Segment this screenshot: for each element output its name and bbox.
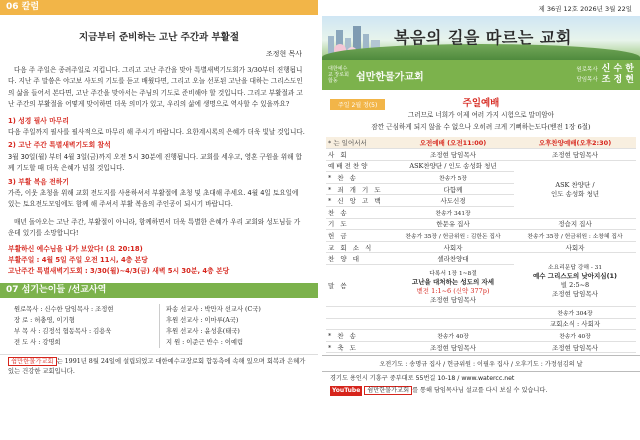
worship-order-table: [326, 137, 636, 353]
youtube-note: [322, 384, 640, 396]
role-label: 원로목사: [576, 67, 598, 73]
pm-sermon-cell: [514, 253, 636, 307]
youtube-church-name: 쉼만한물가교회: [364, 386, 412, 395]
row-label: * 찬 송: [326, 330, 392, 342]
am-cell: [392, 307, 514, 319]
pm-sermon-reference: 빌 2:5~8: [560, 280, 590, 289]
pastor-name: 조 정 현: [601, 75, 634, 85]
am-cell: 한문유 집사: [392, 218, 514, 230]
column-section-label: 06 칼럼: [0, 0, 318, 15]
am-cell: 조정현 담임목사: [392, 341, 514, 353]
am-cell: 사도신경: [392, 195, 514, 207]
row-label: 말 씀: [326, 265, 392, 307]
am-cell: 다함께: [392, 183, 514, 195]
week-chip: 주일 2월 정(5): [330, 99, 385, 110]
role-label: 담임목사: [576, 77, 598, 83]
am-cell: 사회자: [392, 241, 514, 253]
church-bar: [322, 60, 640, 90]
row-label: [326, 318, 392, 330]
church-name-badge: 쉼만한물가교회: [8, 357, 57, 366]
am-sermon-reference: 벧전 1:1~6 (신약 377p): [416, 286, 490, 295]
verse-line-1: 그러므로 너희가 이제 여러 가지 시험으로 말미암아: [407, 111, 555, 119]
column-author: 조정현 목사: [265, 50, 302, 58]
service-roster: 오전기도 : 송명규 집사 / 헌금위원 : 이필우 집사 / 오후기도 : 가정섬김의 날: [322, 355, 640, 372]
table-row: [326, 218, 636, 230]
column-title: 지금부터 준비하는 고난 주간과 부활절: [78, 32, 240, 43]
banner: [322, 16, 640, 60]
easter-service-info: 부활주일 : 4월 5일 주일 오전 11시, 4층 본당: [8, 255, 148, 264]
worship-title: 주일예배: [462, 98, 500, 109]
row-label: 찬 송: [326, 207, 392, 219]
church-name: 쉼만한물가교회: [356, 71, 424, 83]
row-label: * 신 앙 고 백: [326, 195, 392, 207]
row-label: 찬 양 대: [326, 253, 392, 265]
mission-line: 후원 선교사 : 이마루(A국): [166, 316, 239, 324]
table-header: [326, 137, 636, 149]
row-label: 헌 금: [326, 230, 392, 242]
table-row: [326, 149, 636, 161]
am-cell: 찬송가 5장: [392, 172, 514, 184]
pm-service-header: 오후찬양예배(오후2:30): [514, 137, 636, 149]
mission-line: 지 원 : 이준근 반수 : 이예림: [166, 338, 244, 346]
pm-praise-cell: [514, 160, 636, 218]
am-cell: 찬송가 341장: [392, 207, 514, 219]
table-row: [326, 230, 636, 242]
pastor-name: 신 수 한: [601, 64, 634, 74]
easter-slogan: 부활하신 예수님을 내가 보았다! (요 20:18): [8, 244, 143, 253]
row-label: * 죄 개 기 도: [326, 183, 392, 195]
pm-cell: 정습지 집사: [514, 218, 636, 230]
am-sermon-cell: [392, 265, 514, 307]
pm-cell: 조정현 담임목사: [514, 341, 636, 353]
issue-info: 제 36권 12호 2026년 3월 22일: [538, 5, 632, 13]
staff-line: 원로목사 : 신수한 담임목사 : 조정현: [14, 305, 114, 313]
am-sermon-series: 다록서 1장 1~8절: [429, 270, 477, 277]
staff-right-column: [159, 304, 310, 348]
staff-line: 전 도 사 : 강명희: [14, 338, 61, 346]
table-row: [326, 160, 636, 172]
pm-sermon-series: 소요리문답 강해 - 31: [547, 264, 603, 271]
dawn-prayer-info: 고난주간 특별새벽기도회 : 3/30(월)~4/3(금) 새벽 5시 30분, 4층 본당: [8, 266, 230, 275]
church-history-text: 는 1991년 8월 24일에 설립되었고 대한예수교장로회 합동측에 속해 있으며 회복과 은혜가 있는 건강한 교회입니다.: [8, 357, 306, 375]
am-cell: 셀라찬양대: [392, 253, 514, 265]
staff-left-column: [8, 304, 159, 348]
table-row: [326, 253, 636, 265]
table-row: [326, 330, 636, 342]
section-1-body: 다음 주일까지 필사를 필사적으로 마무리 해 주시기 바랍니다. 요한계시록의 은혜가 더욱 빛날 것입니다.: [8, 128, 305, 137]
row-label: 예배전찬양: [326, 160, 392, 172]
pm-praise-line: 인도 송성화 청년: [550, 190, 600, 199]
youtube-note-text: 를 통해 담임목사님 설교를 다시 보실 수 있습니다.: [412, 387, 548, 395]
pm-praise-line: ASK 찬양단 /: [555, 181, 595, 190]
row-label: [326, 307, 392, 319]
am-cell: [392, 318, 514, 330]
pm-cell: 교회소식 : 사회자: [514, 318, 636, 330]
pastor-names: [602, 64, 634, 86]
verse-line-2: 잠깐 근심하게 되지 않을 수 없으나 오히려 크게 기뻐하는도다(벧전 1장 6절): [371, 123, 591, 131]
right-page: [322, 0, 640, 440]
table-row: [326, 341, 636, 353]
column-closing: 매년 돌아오는 고난 주간, 부활절이 아니라, 함께하면서 더욱 특별한 은혜가 우리 교회와 성도님들 가운데 있기를 소망합니다!: [8, 217, 301, 238]
am-cell: 찬송가 35장 / 헌금위원 : 김한돈 집사: [392, 230, 514, 242]
am-service-header: 오전예배 (오전11:00): [392, 137, 514, 149]
staff-line: 장 로 : 허충영, 이기형: [14, 316, 75, 324]
section-3-heading: 3) 부활 복음 전하기: [8, 177, 69, 186]
mission-line: 후원 선교사 : 윤성훈(태국): [166, 327, 240, 335]
left-page: [0, 0, 318, 440]
section-3-body: 가족, 이웃 초청을 위해 교회 전도지를 사용하셔서 부활절에 초청 및 초대해 주세요. 4월 4일 토요일에 있는 토요전도모임에도 함께 해 주셔서 부활 복음의 주인공이 되시기 바랍니다.: [8, 189, 299, 209]
church-address: 경기도 용인시 기흥구 중부대로 55번길 10-18 / www.watercc.net: [330, 375, 515, 383]
pm-cell: 찬송가 35장 / 헌금위원 : 소창혜 집사: [514, 230, 636, 242]
row-label: 기 도: [326, 218, 392, 230]
am-sermon-title: 고난을 대처하는 성도의 자세: [411, 277, 495, 286]
denomination-label: 대한예수교 장로회 합동: [328, 66, 349, 84]
pm-sermon-title: 예수 그리스도의 낮아지심(1): [532, 271, 618, 280]
pm-cell: 조정현 담임목사: [514, 149, 636, 161]
am-cell: 찬송가 40장: [392, 330, 514, 342]
youtube-icon[interactable]: YouTube: [332, 387, 361, 395]
banner-title: 복음의 길을 따르는 교회: [394, 28, 572, 47]
mission-line: 파송 선교사 : 박만자 선교사 (C국): [166, 305, 261, 313]
column-body: [0, 65, 318, 277]
table-row: [326, 307, 636, 319]
standing-note: * 는 일어서서: [326, 137, 392, 149]
section-2-heading: 2) 고난 주간 특별새벽기도회 참석: [8, 141, 111, 150]
column-intro: 다음 주 주일은 종려주일로 지킵니다. 그리고 고난 주간을 맞아 특별새벽기도회가 3/30부터 진행됩니다. 지난 주 말씀은 야고보 사도의 기도를 듣고 배웠다면, 그리고 오늘 선포된 고난을 대하는 그리스도인의 삶을 들어서 본다면, 고난 주간을 맞아서는 주님의 기도로 준비해야 할 것입니다. 그리고 부활절과 고난 주간의 부활절을 어떻게 맞이하면 더욱 의미가 있고, 우리의 삶에 생명으로 역사할 수 있을까요?: [8, 66, 303, 109]
pm-cell: 찬송가 304장: [514, 307, 636, 319]
staff-line: 부 목 사 : 김정석 협동목사 : 김용욱: [14, 327, 112, 335]
row-label: 사 회: [326, 149, 392, 161]
table-row: [326, 241, 636, 253]
am-sermon-pastor: 조정현 담임목사: [429, 295, 477, 304]
staff-list: [0, 298, 318, 354]
pm-sermon-pastor: 조정현 담임목사: [551, 289, 599, 298]
section-1-heading: 1) 성경 필사 마무리: [8, 116, 69, 125]
pm-cell: 사회자: [514, 241, 636, 253]
row-label: * 축 도: [326, 341, 392, 353]
pm-cell: 찬송가 40장: [514, 330, 636, 342]
staff-section-label: 07 섬기는이들 /선교사역: [0, 283, 318, 298]
section-2-body: 3월 30일(월) 부터 4월 3일(금)까지 오전 5시 30분에 진행됩니다. 교회를 세우고, 영혼 구원을 위해 합께 기도할 때 더욱 은혜가 넘칠 것입니다.: [8, 152, 302, 173]
pastor-roles: [576, 65, 597, 85]
church-history-note: [0, 354, 318, 379]
am-cell: ASK찬양단 / 인도 송성화 청년: [392, 160, 514, 172]
table-row: [326, 318, 636, 330]
row-label: 교 회 소 식: [326, 241, 392, 253]
am-cell: 조정현 담임목사: [392, 149, 514, 161]
row-label: * 찬 송: [326, 172, 392, 184]
